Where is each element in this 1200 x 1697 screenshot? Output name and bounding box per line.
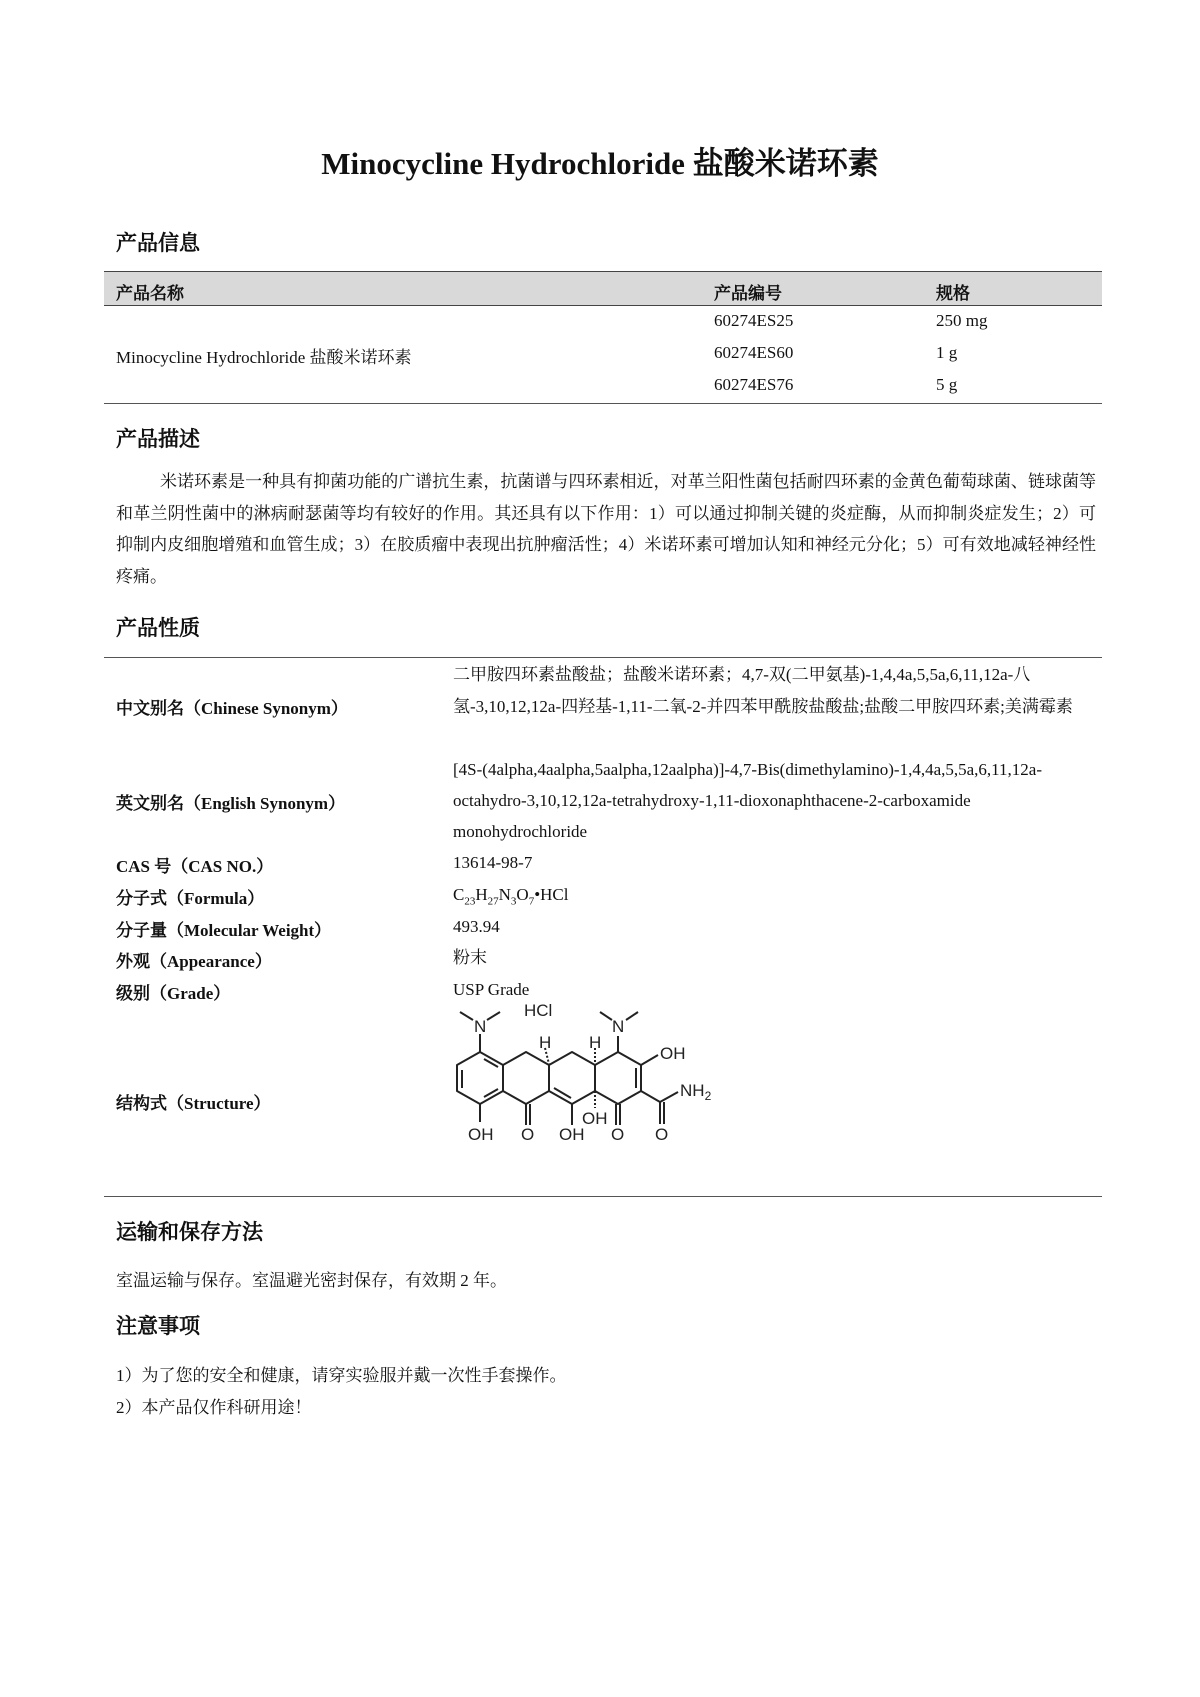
structure-label: 结构式（Structure）: [116, 1094, 271, 1113]
properties-bottom-rule: [104, 1196, 1102, 1197]
cas-label: CAS 号（CAS NO.）: [116, 857, 274, 876]
molecular-weight-label: 分子量（Molecular Weight）: [116, 921, 332, 940]
grade-label: 级别（Grade）: [116, 984, 231, 1003]
description-heading: 产品描述: [116, 427, 200, 451]
product-table-header: [104, 271, 1102, 306]
atom-label: $NH_2$: [680, 1081, 712, 1103]
storage-heading: 运输和保存方法: [116, 1220, 263, 1244]
cas-value: 13614-98-7: [453, 853, 533, 872]
product-size-cell: 250 mg: [936, 311, 988, 330]
formula-value: $C_{23}H_{27}N_3O_7•HCl$: [453, 885, 569, 908]
storage-text: 室温运输与保存。室温避光密封保存，有效期 2 年。: [116, 1271, 507, 1290]
product-info-heading: 产品信息: [116, 231, 200, 255]
atom-label: N: [612, 1017, 625, 1036]
properties-heading: 产品性质: [116, 616, 200, 640]
atom-label: O: [655, 1125, 669, 1144]
notes-heading: 注意事项: [116, 1314, 200, 1338]
appearance-label: 外观（Appearance）: [116, 952, 272, 971]
atom-label: OH: [468, 1125, 494, 1144]
note-item: 2）本产品仅作科研用途！: [116, 1398, 312, 1417]
product-code-cell: 60274ES25: [714, 311, 794, 330]
atom-label: O: [521, 1125, 535, 1144]
appearance-value: 粉末: [453, 948, 487, 967]
atom-label: OH: [559, 1125, 585, 1144]
chinese-synonym-label: 中文别名（Chinese Synonym）: [116, 699, 348, 718]
grade-value: USP Grade: [453, 980, 530, 999]
column-header-name: 产品名称: [116, 284, 184, 303]
atom-label: H: [539, 1033, 552, 1052]
formula-label: 分子式（Formula）: [116, 889, 265, 908]
page-title: Minocycline Hydrochloride 盐酸米诺环素: [321, 146, 879, 181]
description-text: 米诺环素是一种具有抑菌功能的广谱抗生素，抗菌谱与四环素相近，对革兰阳性菌包括耐四环素的金黄色葡萄球菌、链球菌等和革兰阴性菌中的淋病耐瑟菌等均有较好的作用。其还具有以下作用：1）可以通过抑制关键的炎症酶，从而抑制炎症发生；2）可抑制内皮细胞增殖和血管生成；3）在胶质瘤中表现出抗肿瘤活性；4）米诺环素可增加认知和神经元分化；5）可有效地减轻神经性疼痛。: [116, 472, 1096, 586]
column-header-code: 产品编号: [714, 284, 782, 303]
atom-label: OH: [582, 1109, 608, 1128]
chinese-synonym-value: 二甲胺四环素盐酸盐；盐酸米诺环素；4,7-双(二甲氨基)-1,4,4a,5,5a,6,11,12a-八氢-3,10,12,12a-四羟基-1,11-二氧-2-并四苯甲酰胺盐酸盐;盐酸二甲胺四环素;美满霉素: [453, 665, 1073, 716]
product-size-cell: 5 g: [936, 375, 958, 394]
product-size-cell: 1 g: [936, 343, 958, 362]
atom-label: N: [474, 1017, 487, 1036]
english-synonym-value: [4S-(4alpha,4aalpha,5aalpha,12aalpha)]-4,7-Bis(dimethylamino)-1,4,4a,5,5a,6,11,12a-octahydro-3,10,12,12a-tetrahydroxy-1,11-dioxonaphthacene-2-carboxamide monohydrochloride: [453, 760, 1042, 841]
properties-top-rule: [104, 657, 1102, 658]
note-item: 1）为了您的安全和健康，请穿实验服并戴一次性手套操作。: [116, 1366, 567, 1385]
product-name-cell: Minocycline Hydrochloride 盐酸米诺环素: [116, 348, 412, 367]
atom-label: OH: [660, 1044, 686, 1063]
product-code-cell: 60274ES76: [714, 375, 794, 394]
column-header-size: 规格: [936, 284, 970, 303]
atom-label: O: [611, 1125, 625, 1144]
atom-label: H: [589, 1033, 602, 1052]
molecular-weight-value: 493.94: [453, 917, 500, 936]
english-synonym-label: 英文别名（English Synonym）: [116, 794, 346, 813]
product-code-cell: 60274ES60: [714, 343, 794, 362]
hcl-label: HCl: [524, 1001, 553, 1020]
structure-image: [440, 1000, 740, 1195]
table-bottom-rule: [104, 403, 1102, 404]
